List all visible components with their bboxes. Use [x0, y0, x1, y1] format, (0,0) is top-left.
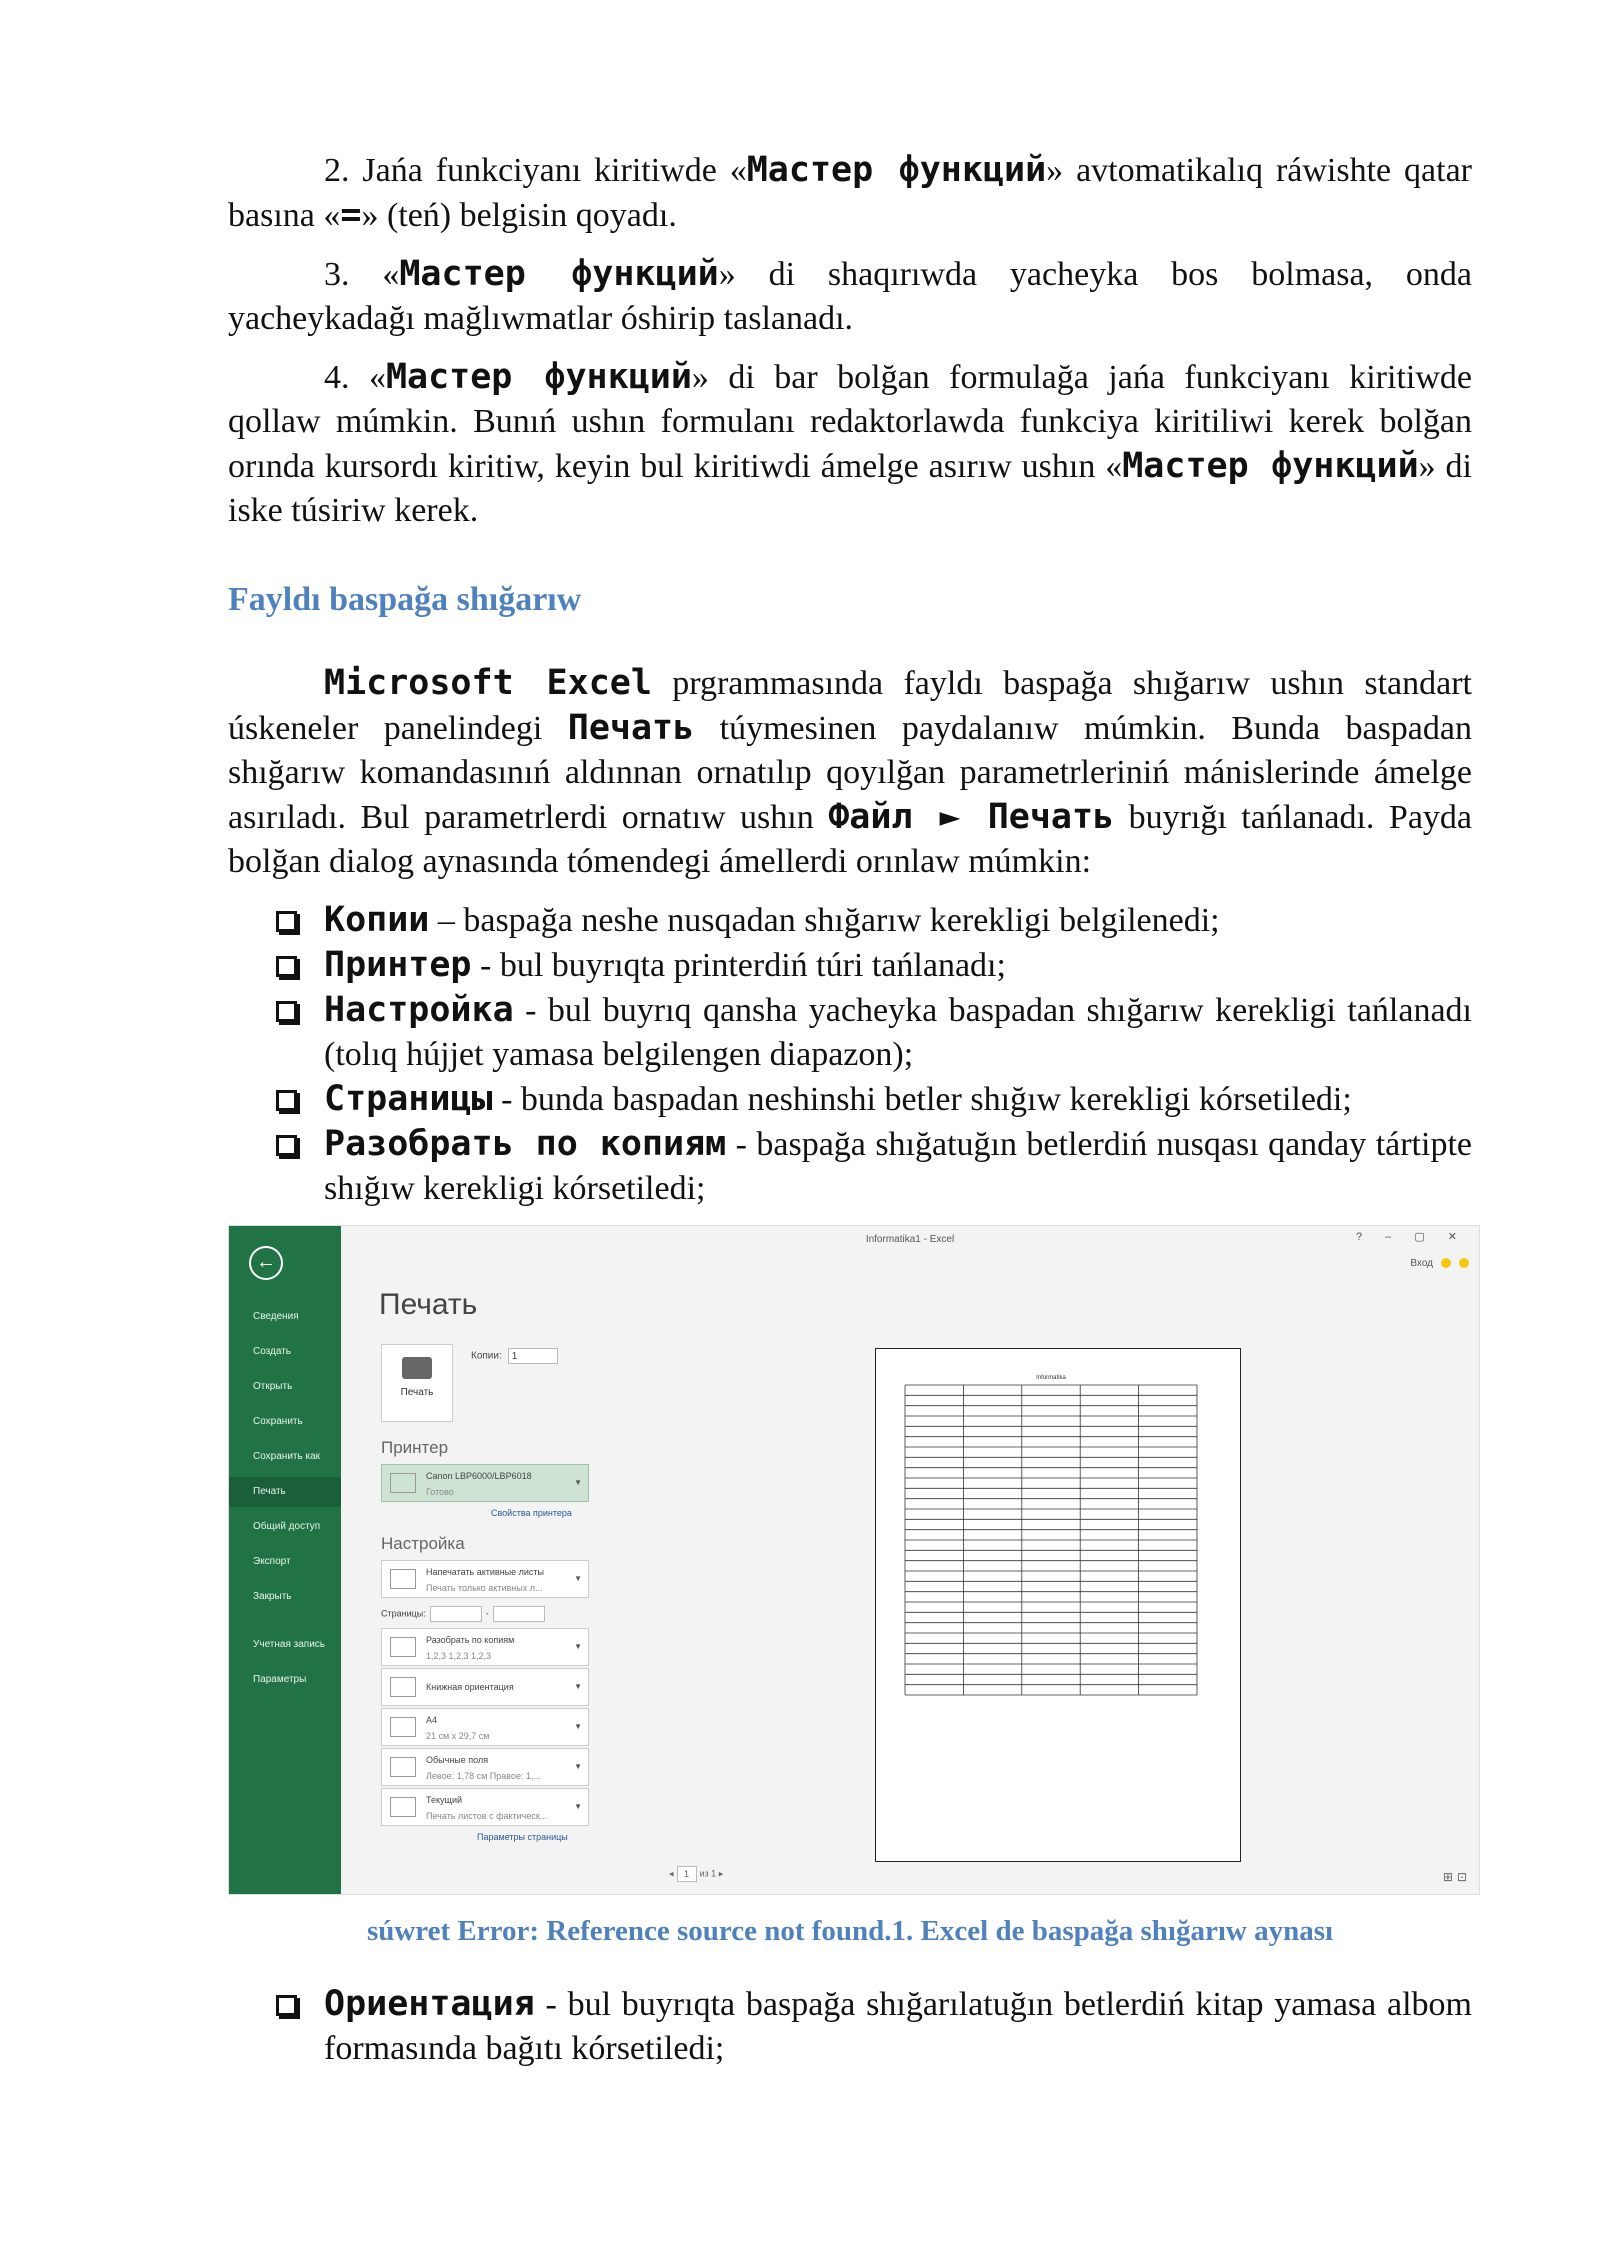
zoom-page-icon[interactable]: ⊡ [1456, 1870, 1471, 1884]
checkbox-bullet-icon [276, 911, 297, 932]
feedback-icon[interactable] [1459, 1258, 1469, 1268]
settings-heading: Настройка [381, 1534, 465, 1553]
term: Принтер [324, 945, 472, 985]
list-item [324, 898, 1472, 943]
prev-page-icon[interactable]: ◂ [669, 1868, 674, 1879]
option-label: A4 [426, 1715, 438, 1725]
term: Файл ► Печать [828, 797, 1115, 837]
term: Ориентация [324, 1984, 535, 2024]
checkbox-bullet-icon [276, 1135, 297, 1156]
text: » di iske túsiriw kerek. [228, 448, 1472, 529]
term: Microsoft Excel [324, 663, 652, 703]
term: Копии [324, 900, 430, 940]
print-button[interactable] [381, 1344, 453, 1422]
term: Печать [567, 708, 695, 748]
zoom-controls [1443, 1870, 1471, 1884]
option-sublabel: Левое: 1,78 см Правое: 1,... [426, 1771, 541, 1781]
section-heading: Fayldı baspağa shığarıw [228, 581, 582, 618]
page-setup-link[interactable]: Параметры страницы [477, 1832, 568, 1842]
backstage-item[interactable]: Общий доступ [253, 1521, 321, 1532]
backstage-item[interactable]: Сохранить как [253, 1451, 321, 1462]
text: - bul buyrıqta printerdiń túri tańlanadı; [471, 947, 1006, 984]
term: Страницы [324, 1079, 493, 1119]
printer-device-icon [390, 1473, 416, 1493]
signin-link[interactable]: Вход [1410, 1258, 1433, 1269]
text: - bul buyrıq qansha yacheyka baspadan shığarıw kerekligi tańlanadı (tolıq hújjet yamasa belgilengen diapazon); [324, 992, 1472, 1073]
backstage-item[interactable]: Экспорт [253, 1556, 291, 1567]
print-what-select[interactable] [381, 1560, 589, 1598]
text: buyrığı tańlanadı. Payda bolğan dialog aynasında tómendegi ámellerdi orınlaw múmkin: [228, 799, 1472, 880]
chevron-down-icon: ▼ [574, 1762, 582, 1771]
text: – baspağa neshe nusqadan shığarıw kerekligi belgilenedi; [429, 902, 1220, 939]
page-count: из 1 [699, 1868, 717, 1879]
option-sublabel: 21 см x 29,7 см [426, 1731, 490, 1741]
margins-select[interactable] [381, 1748, 589, 1786]
paragraph-3 [228, 252, 1472, 341]
text: » di shaqırıwda yacheyka bos bolmasa, onda yacheykadağı mağlıwmatlar óshirip taslanadı. [228, 256, 1472, 337]
paragraph-2 [228, 148, 1472, 238]
paper-icon [390, 1717, 416, 1737]
chevron-down-icon: ▼ [574, 1722, 582, 1731]
checkbox-list-2 [228, 1982, 1472, 2071]
show-margins-icon[interactable]: ⊞ [1442, 1870, 1457, 1884]
window-controls[interactable]: ? – ▢ ✕ [1355, 1231, 1467, 1243]
text: - bul buyrıqta baspağa shığarılatuğın betlerdiń kitap yamasa albom formasında bağıtı kórsetiledi; [324, 1986, 1472, 2067]
chevron-down-icon: ▼ [574, 1574, 582, 1583]
list-item [324, 1077, 1472, 1122]
checkbox-bullet-icon [276, 1090, 297, 1111]
checkbox-bullet-icon [276, 1001, 297, 1022]
text: prgrammasında fayldı baspağa shığarıw ushın standart úskeneler panelindegi [228, 665, 1472, 747]
text: túymesinen paydalanıw múmkin. Bunda baspadan shığarıw komandasınıń aldınnan ornatılıp qoyılğan parametrleriniń mánislerinde ámelge asırıladı. Bul parametrlerdi ornatıw ushın [228, 710, 1472, 836]
option-label: Разобрать по копиям [426, 1635, 515, 1645]
printer-select[interactable] [381, 1464, 589, 1502]
next-page-icon[interactable]: ▸ [718, 1868, 724, 1879]
text: » di bar bolğan formulağa jańa funkciyanı kiritiwde qollaw múmkin. Bunıń ushın formulanı redaktorlawda funkciya kiritiliwi kerek bolğan orında kursordı kiritiw, keyin bul kiritiwdi ámelge asırıw ushın « [228, 359, 1472, 485]
smiley-icon[interactable] [1441, 1258, 1451, 1268]
print-preview-page [875, 1348, 1241, 1862]
chevron-down-icon: ▼ [574, 1682, 582, 1691]
checkbox-list [228, 898, 1472, 1211]
term: Мастер функций [399, 254, 719, 294]
scaling-select[interactable] [381, 1788, 589, 1826]
collate-icon [390, 1637, 416, 1657]
checkbox-bullet-icon [276, 1995, 297, 2016]
checkbox-bullet-icon [276, 956, 297, 977]
term: = [340, 195, 362, 235]
page-navigation [669, 1866, 723, 1882]
print-page-title: Печать [379, 1288, 478, 1321]
print-button-label: Печать [400, 1387, 434, 1398]
backstage-item[interactable]: Сведения [253, 1311, 299, 1322]
preview-grid [904, 1379, 1198, 1697]
sheets-icon [390, 1569, 416, 1589]
pages-label: Страницы: [381, 1608, 426, 1619]
text: - bunda baspadan neshinshi betler shığıw kerekligi kórsetiledi; [492, 1081, 1352, 1118]
term: Мастер функций [746, 150, 1047, 190]
backstage-item-active[interactable]: Печать [229, 1477, 341, 1507]
chevron-down-icon: ▼ [574, 1802, 582, 1811]
printer-status: Готово [426, 1487, 454, 1497]
preview-caption: Informatika [1036, 1375, 1066, 1381]
figure-caption: súwret Error: Reference source not found.1. Excel de baspağa shığarıw aynası [366, 1915, 1334, 1947]
backstage-item[interactable]: Открыть [253, 1381, 293, 1392]
list-item [324, 943, 1472, 988]
pages-dash: - [485, 1608, 489, 1619]
term: Разобрать по копиям [324, 1124, 727, 1164]
orientation-icon [390, 1677, 416, 1697]
back-arrow-icon[interactable]: ← [249, 1246, 283, 1280]
chevron-down-icon: ▼ [574, 1642, 582, 1651]
pages-to-input[interactable] [493, 1606, 545, 1622]
signin-area [1410, 1258, 1469, 1269]
excel-print-screenshot [228, 1225, 1480, 1895]
collate-select[interactable] [381, 1628, 589, 1666]
term: Мастер функций [1122, 446, 1419, 486]
printer-properties-link[interactable]: Свойства принтера [491, 1508, 572, 1518]
pages-from-input[interactable] [430, 1606, 482, 1622]
scaling-icon [390, 1797, 416, 1817]
backstage-item[interactable]: Параметры [253, 1674, 307, 1685]
copies-label: Копии: [471, 1350, 502, 1362]
text: - baspağa shığatuğın betlerdiń nusqası qanday tártipte shığıw kerekligi kórsetiledi; [324, 1126, 1472, 1207]
list-item [324, 1122, 1472, 1211]
backstage-item[interactable]: Закрыть [253, 1591, 292, 1602]
text: » (teń) belgisin qoyadı. [361, 197, 677, 234]
chevron-down-icon: ▼ [574, 1478, 582, 1487]
text: 3. « [324, 256, 400, 293]
window-title: Informatika1 - Excel [865, 1234, 955, 1245]
text: 4. « [324, 359, 386, 396]
printer-heading: Принтер [381, 1438, 449, 1457]
printer-name: Canon LBP6000/LBP6018 [426, 1471, 532, 1481]
option-sublabel: 1,2,3 1,2,3 1,2,3 [426, 1651, 492, 1661]
list-item [324, 988, 1472, 1077]
term: Мастер функций [385, 357, 692, 397]
backstage-item[interactable]: Учетная запись [253, 1639, 326, 1650]
preview-table [904, 1375, 1198, 1697]
window-titlebar [341, 1226, 1479, 1250]
list-item [324, 1982, 1472, 2071]
option-sublabel: Печать только активных л... [426, 1583, 543, 1593]
intro-paragraph [228, 661, 1472, 884]
printer-icon [402, 1357, 432, 1379]
orientation-select[interactable] [381, 1668, 589, 1706]
term: Настройка [324, 990, 514, 1030]
page-number-input[interactable]: 1 [677, 1866, 697, 1882]
option-sublabel: Печать листов с фактическ... [426, 1811, 548, 1821]
option-label: Напечатать активные листы [426, 1567, 545, 1577]
copies-control [471, 1348, 558, 1364]
document-page [228, 148, 1472, 2071]
paragraph-4 [228, 355, 1472, 533]
option-label: Книжная ориентация [426, 1682, 514, 1692]
copies-input[interactable]: 1 [508, 1348, 558, 1364]
text: 2. Jańa funkciyanı kiritiwde « [324, 152, 747, 189]
backstage-item[interactable]: Сохранить [253, 1416, 303, 1427]
margins-icon [390, 1757, 416, 1777]
option-label: Текущий [426, 1795, 462, 1805]
text: » avtomatikalıq ráwishte qatar basına « [228, 152, 1472, 234]
backstage-sidebar [229, 1226, 341, 1894]
paper-size-select[interactable] [381, 1708, 589, 1746]
option-label: Обычные поля [426, 1755, 489, 1765]
backstage-item[interactable]: Создать [253, 1346, 292, 1357]
pages-range [381, 1606, 549, 1622]
